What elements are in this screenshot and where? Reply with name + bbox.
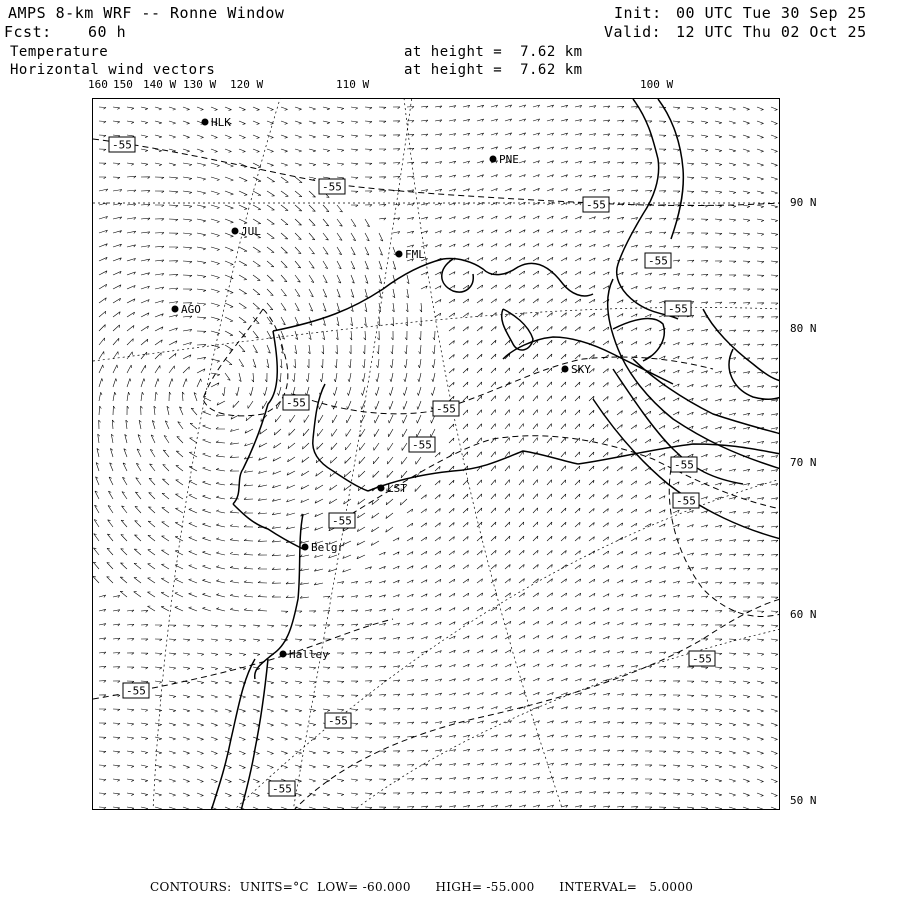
station-label: Belgr: [311, 541, 345, 554]
coastline: [617, 99, 678, 319]
valid-value: 12 UTC Thu 02 Oct 25: [676, 23, 867, 41]
lon-label: 100 W: [640, 78, 674, 91]
coastline: [233, 331, 277, 504]
contour-label: -55: [648, 254, 668, 268]
contour-footer: CONTOURS: UNITS=°C LOW= -60.000 HIGH= -55.000 INTERVAL= 5.0000: [150, 880, 694, 894]
contour-label: -55: [286, 396, 306, 410]
stations: [172, 116, 592, 661]
field-wind-vectors: Horizontal wind vectors: [10, 62, 216, 78]
station-marker: [378, 485, 385, 492]
station-marker: [396, 251, 403, 258]
station-label: JUL: [241, 225, 261, 238]
fcst-label: Fcst:: [4, 23, 52, 41]
coastline: [658, 99, 683, 239]
init-label: Init:: [614, 4, 662, 22]
station-marker: [490, 156, 497, 163]
contour-label: -55: [668, 302, 688, 316]
map-title: AMPS 8-km WRF -- Ronne Window: [8, 4, 285, 22]
lon-label: 110 W: [336, 78, 370, 91]
contour-label: -55: [692, 652, 712, 666]
height-temperature: at height = 7.62 km: [404, 44, 583, 60]
contour-label: -55: [112, 138, 132, 152]
station-marker: [232, 228, 239, 235]
contour-label: -55: [676, 494, 696, 508]
contour-line: [203, 309, 288, 416]
meridian: [233, 479, 780, 810]
fcst-value: 60 h: [88, 23, 127, 41]
lon-label: 120 W: [230, 78, 264, 91]
contour-label: -55: [272, 782, 292, 796]
valid-label: Valid:: [604, 23, 662, 41]
coastline: [633, 359, 780, 434]
contour-label: -55: [586, 198, 606, 212]
contour-label: -55: [436, 402, 456, 416]
contour-label: -55: [328, 714, 348, 728]
station-label: AGO: [181, 303, 201, 316]
station-marker: [562, 366, 569, 373]
contour-label: -55: [332, 514, 352, 528]
contour-label: -55: [126, 684, 146, 698]
coastline: [233, 504, 303, 549]
lat-label: 60 N: [790, 608, 817, 621]
map-canvas: [93, 99, 780, 810]
coastline: [442, 259, 474, 292]
coastline: [211, 659, 255, 810]
coastline: [608, 279, 780, 469]
station-label: HLK: [211, 116, 231, 129]
station-label: PNE: [499, 153, 519, 166]
lat-label: 90 N: [790, 196, 817, 209]
lat-label: 80 N: [790, 322, 817, 335]
lat-label: 50 N: [790, 794, 817, 807]
meridian: [353, 629, 780, 810]
station-label: SKY: [571, 363, 591, 376]
field-temperature: Temperature: [10, 44, 109, 60]
lat-label: 70 N: [790, 456, 817, 469]
station-label: LST: [387, 482, 407, 495]
station-marker: [172, 306, 179, 313]
coastline: [729, 349, 780, 399]
contour-label: -55: [674, 458, 694, 472]
station-marker: [202, 119, 209, 126]
station-label: Halley: [289, 648, 329, 661]
coastline: [503, 337, 673, 384]
lon-label: 130 W: [183, 78, 217, 91]
coastline: [273, 259, 593, 331]
contour-labels: [109, 137, 715, 796]
map-frame: [92, 98, 780, 810]
contour-line: [669, 459, 780, 616]
contour-line: [293, 599, 780, 810]
contour-label: -55: [322, 180, 342, 194]
meridian: [293, 99, 413, 810]
coastline: [703, 309, 780, 381]
contour-label: -55: [412, 438, 432, 452]
init-value: 00 UTC Tue 30 Sep 25: [676, 4, 867, 22]
lat-lon-grid: [93, 99, 780, 810]
lon-label: 160: [88, 78, 108, 91]
height-wind: at height = 7.62 km: [404, 62, 583, 78]
station-marker: [280, 651, 287, 658]
station-marker: [302, 544, 309, 551]
lon-label: 150: [113, 78, 133, 91]
coastline: [313, 384, 368, 491]
lon-label: 140 W: [143, 78, 177, 91]
station-label: FML: [405, 248, 425, 261]
